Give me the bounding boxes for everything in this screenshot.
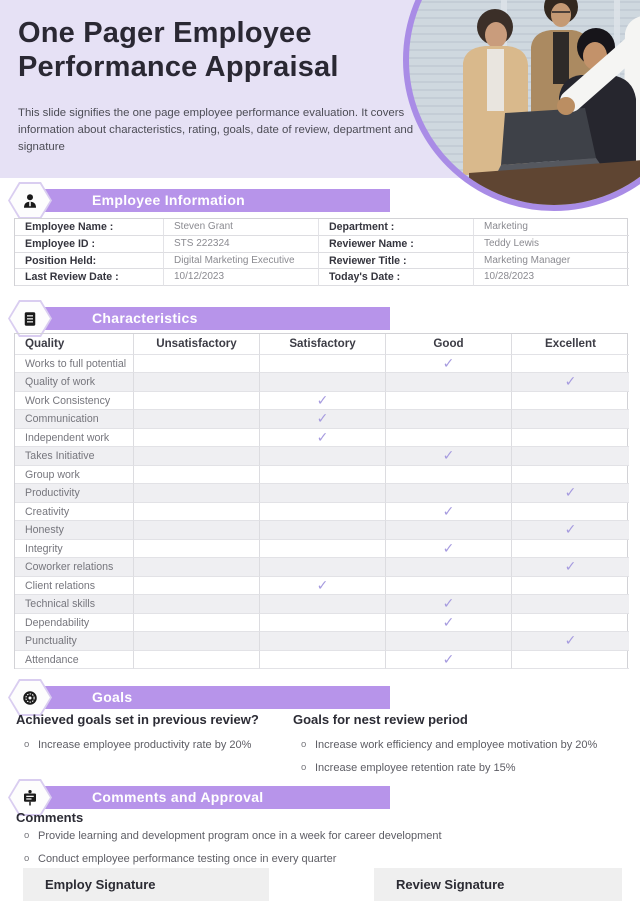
quality-label: Attendance <box>15 651 134 670</box>
rating-cell <box>386 577 512 596</box>
emp-info-label: Position Held: <box>15 253 164 270</box>
rating-cell <box>386 558 512 577</box>
bullet-marker: o <box>301 762 307 773</box>
employee-info-banner: Employee Information <box>36 189 390 212</box>
checkmark-icon: ✓ <box>442 539 455 556</box>
emp-info-value: Marketing Manager <box>474 253 629 270</box>
checkmark-icon: ✓ <box>564 632 577 648</box>
characteristic-row <box>15 392 627 411</box>
emp-info-label: Last Review Date : <box>15 269 164 286</box>
checkmark-icon: ✓ <box>316 410 329 426</box>
emp-info-value: Steven Grant <box>164 219 319 236</box>
emp-info-label: Department : <box>319 219 474 236</box>
rating-cell <box>386 632 512 651</box>
checkmark-icon: ✓ <box>442 502 455 519</box>
characteristics-table <box>14 333 628 669</box>
characteristic-row <box>15 447 627 466</box>
businessman-icon <box>10 184 50 217</box>
rating-cell <box>386 410 512 429</box>
rating-cell <box>512 355 629 374</box>
list-item <box>20 738 251 752</box>
rating-cell <box>260 558 386 577</box>
quality-label: Independent work <box>15 429 134 448</box>
checkmark-icon: ✓ <box>564 558 577 574</box>
checkmark-icon: ✓ <box>316 391 329 408</box>
characteristics-hex <box>8 300 52 337</box>
rating-cell <box>260 466 386 485</box>
quality-label: Productivity <box>15 484 134 503</box>
emp-info-value: 10/28/2023 <box>474 269 629 286</box>
rating-cell <box>386 429 512 448</box>
rating-cell <box>512 503 629 522</box>
characteristic-row <box>15 558 627 577</box>
characteristic-row <box>15 355 627 374</box>
column-header: Unsatisfactory <box>134 334 260 355</box>
comments-banner: Comments and Approval <box>36 786 390 809</box>
rating-cell <box>260 614 386 633</box>
bullet-marker: o <box>24 853 30 864</box>
rating-cell <box>512 540 629 559</box>
emp-info-value: Marketing <box>474 219 629 236</box>
emp-info-label: Today's Date : <box>319 269 474 286</box>
column-header: Satisfactory <box>260 334 386 355</box>
list-item <box>297 761 597 775</box>
emp-info-value: Teddy Lewis <box>474 236 629 253</box>
emp-info-label: Reviewer Name : <box>319 236 474 253</box>
rating-cell <box>134 651 260 670</box>
rating-cell <box>134 595 260 614</box>
goals-banner: Goals <box>36 686 390 709</box>
badge-icon <box>10 681 50 714</box>
rating-cell <box>512 614 629 633</box>
rating-cell <box>134 577 260 596</box>
goals-right-heading: Goals for nest review period <box>293 712 468 727</box>
rating-cell <box>386 466 512 485</box>
bullet-marker: o <box>24 739 30 750</box>
characteristic-row <box>15 521 627 540</box>
checkmark-icon: ✓ <box>564 521 577 537</box>
characteristic-row <box>15 503 627 522</box>
comments-heading: Comments <box>16 810 84 825</box>
rating-cell <box>134 614 260 633</box>
rating-cell <box>260 540 386 559</box>
goals-hex <box>8 679 52 716</box>
rating-cell <box>512 466 629 485</box>
characteristic-row <box>15 632 627 651</box>
rating-cell <box>134 410 260 429</box>
rating-cell <box>260 429 386 448</box>
rating-cell <box>386 521 512 540</box>
rating-cell <box>260 373 386 392</box>
list-item-text: Conduct employee performance testing once in every quarter <box>38 853 337 865</box>
quality-label: Dependability <box>15 614 134 633</box>
rating-cell <box>134 392 260 411</box>
list-item <box>297 738 597 752</box>
rating-cell <box>260 484 386 503</box>
rating-cell <box>512 447 629 466</box>
goals-left-list <box>20 738 251 761</box>
checklist-icon <box>10 302 50 335</box>
quality-label: Takes Initiative <box>15 447 134 466</box>
quality-label: Quality of work <box>15 373 134 392</box>
employee-info-table <box>14 218 628 286</box>
rating-cell <box>134 355 260 374</box>
rating-cell <box>512 632 629 651</box>
quality-label: Punctuality <box>15 632 134 651</box>
rating-cell <box>512 577 629 596</box>
rating-cell <box>512 429 629 448</box>
rating-cell <box>260 410 386 429</box>
rating-cell <box>260 447 386 466</box>
rating-cell <box>134 373 260 392</box>
checkmark-icon: ✓ <box>316 428 329 445</box>
team-photo-illustration <box>409 0 640 211</box>
quality-label: Creativity <box>15 503 134 522</box>
quality-label: Group work <box>15 466 134 485</box>
characteristics-header-row <box>15 334 627 355</box>
rating-cell <box>134 429 260 448</box>
rating-cell <box>134 632 260 651</box>
rating-cell <box>386 503 512 522</box>
checkmark-icon: ✓ <box>442 613 455 630</box>
emp-info-label: Reviewer Title : <box>319 253 474 270</box>
rating-cell <box>260 651 386 670</box>
quality-label: Technical skills <box>15 595 134 614</box>
rating-cell <box>134 503 260 522</box>
checkmark-icon: ✓ <box>442 595 455 611</box>
rating-cell <box>386 540 512 559</box>
rating-cell <box>260 632 386 651</box>
rating-cell <box>134 521 260 540</box>
goals-right-list <box>297 738 597 784</box>
characteristic-row <box>15 429 627 448</box>
characteristics-banner: Characteristics <box>36 307 390 330</box>
employee-signature-box: Employ Signature <box>23 868 269 901</box>
list-item-text: Increase employee productivity rate by 20% <box>38 739 252 751</box>
rating-cell <box>386 447 512 466</box>
rating-cell <box>134 447 260 466</box>
column-header: Good <box>386 334 512 355</box>
column-header: Excellent <box>512 334 629 355</box>
list-item-text: Increase employee retention rate by 15% <box>315 762 516 774</box>
rating-cell <box>386 614 512 633</box>
rating-cell <box>386 595 512 614</box>
quality-label: Client relations <box>15 577 134 596</box>
emp-info-label: Employee Name : <box>15 219 164 236</box>
reviewer-signature-box: Review Signature <box>374 868 622 901</box>
checkmark-icon: ✓ <box>442 354 455 371</box>
checkmark-icon: ✓ <box>316 576 329 593</box>
rating-cell <box>386 651 512 670</box>
quality-label: Work Consistency <box>15 392 134 411</box>
rating-cell <box>134 558 260 577</box>
rating-cell <box>260 521 386 540</box>
employee-info-hex <box>8 182 52 219</box>
list-item <box>20 852 442 866</box>
bullet-marker: o <box>301 739 307 750</box>
emp-info-value: STS 222324 <box>164 236 319 253</box>
quality-label: Works to full potential <box>15 355 134 374</box>
rating-cell <box>512 484 629 503</box>
characteristic-row <box>15 410 627 429</box>
characteristic-row <box>15 466 627 485</box>
quality-label: Communication <box>15 410 134 429</box>
characteristic-row <box>15 595 627 614</box>
list-item-text: Increase work efficiency and employee motivation by 20% <box>315 739 598 751</box>
checkmark-icon: ✓ <box>564 373 577 389</box>
emp-info-label: Employee ID : <box>15 236 164 253</box>
rating-cell <box>134 484 260 503</box>
rating-cell <box>512 410 629 429</box>
rating-cell <box>386 484 512 503</box>
rating-cell <box>512 651 629 670</box>
characteristic-row <box>15 484 627 503</box>
characteristic-row <box>15 614 627 633</box>
rating-cell <box>386 392 512 411</box>
rating-cell <box>134 466 260 485</box>
checkmark-icon: ✓ <box>564 484 577 500</box>
list-item <box>20 829 442 843</box>
rating-cell <box>134 540 260 559</box>
list-item-text: Provide learning and development program once in a week for career development <box>38 830 442 842</box>
emp-info-value: Digital Marketing Executive <box>164 253 319 270</box>
rating-cell <box>260 355 386 374</box>
page-title: One Pager Employee Performance Appraisal <box>18 17 339 84</box>
quality-label: Integrity <box>15 540 134 559</box>
rating-cell <box>260 577 386 596</box>
checkmark-icon: ✓ <box>442 447 455 463</box>
characteristic-row <box>15 651 627 670</box>
characteristic-row <box>15 540 627 559</box>
rating-cell <box>512 373 629 392</box>
rating-cell <box>260 503 386 522</box>
rating-cell <box>386 373 512 392</box>
rating-cell <box>512 392 629 411</box>
rating-cell <box>512 558 629 577</box>
rating-cell <box>512 595 629 614</box>
rating-cell <box>512 521 629 540</box>
quality-label: Coworker relations <box>15 558 134 577</box>
page-description: This slide signifies the one page employee performance evaluation. It covers information about characteristics, rating, goals, date of review, department and signature <box>18 107 414 154</box>
characteristic-row <box>15 577 627 596</box>
bullet-marker: o <box>24 830 30 841</box>
emp-info-value: 10/12/2023 <box>164 269 319 286</box>
team-photo <box>403 0 640 211</box>
rating-cell <box>386 355 512 374</box>
rating-cell <box>260 595 386 614</box>
rating-cell <box>260 392 386 411</box>
checkmark-icon: ✓ <box>442 650 455 667</box>
column-header: Quality <box>15 334 134 355</box>
characteristic-row <box>15 373 627 392</box>
goals-left-heading: Achieved goals set in previous review? <box>16 712 259 727</box>
quality-label: Honesty <box>15 521 134 540</box>
